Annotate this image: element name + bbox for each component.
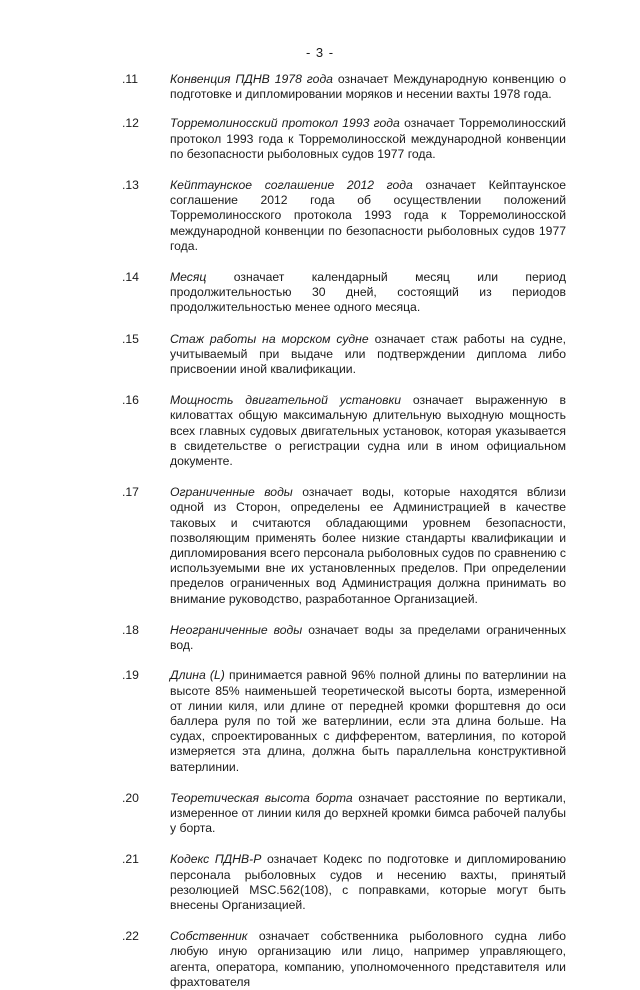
definition-body: означает собственника рыболовного судна либо любую иную организацию или лицо, например управляющего, агента, оператора, компанию, уполномоченного представителя или фрахтователя [170, 929, 566, 989]
definition-body: означает воды, которые находятся вблизи одной из Сторон, определены ее Администрацией в качестве таковых и считаются обладающими уровнем безопасности, позволяющим применять более низкие стандарты квалификации и дипломирования всего персонала рыболовных судов по сравнению с используемыми вне их установленных пределов. При определении пределов ограниченных вод Администрация должна принимать во внимание руководство, разработанное Организацией. [170, 485, 567, 606]
definition-item [0, 485, 640, 607]
definition-body: означает календарный месяц или период продолжительностью 30 дней, состоящий из периодов продолжительностью менее одного месяца. [170, 270, 566, 315]
definition-number: .17 [122, 485, 139, 500]
definition-term: Месяц [170, 270, 207, 285]
definition-number: .22 [122, 929, 139, 944]
definition-text [170, 116, 566, 162]
definition-body: означает стаж работы на судне, учитываемый при выдаче или подтверждении диплома либо присвоении иной квалификации. [170, 331, 567, 377]
definition-item [0, 852, 640, 913]
definition-number: .13 [122, 178, 139, 193]
definition-item [0, 791, 640, 837]
definition-text [170, 332, 566, 378]
definition-number: .18 [122, 622, 139, 637]
definition-term: Собственник [170, 929, 248, 944]
definition-number: .20 [122, 790, 139, 805]
definition-item [0, 393, 640, 469]
definition-term: Торремолиносский протокол 1993 года [170, 116, 400, 131]
definition-number: .21 [122, 852, 139, 867]
definition-term: Мощность двигательной установки [170, 393, 402, 408]
definition-number: .12 [122, 116, 139, 131]
definition-body: принимается равной 96% полной длины по ватерлинии на высоте 85% наименьшей теоретической высоты борта, измеренной от линии киля, или длине от передней кромки форштевня до оси баллера руля по той же ватерлинии, если эта длина больше. На судах, спроектированных с дифферентом, ватерлиния, по которой измеряется эта длина, должна быть параллельна конструктивной ватерлинии. [170, 668, 566, 774]
definition-text [170, 929, 566, 990]
definition-body: означает выраженную в киловаттах общую максимальную длительную выходную мощность всех главных судовых двигательных установок, которая указывается в свидетельстве о регистрации судна или в ином официальном документе. [170, 393, 566, 469]
definition-item [0, 178, 640, 254]
definition-term: Кодекс ПДНВ-Р [170, 852, 262, 867]
definition-text [170, 270, 566, 316]
definition-number: .15 [122, 331, 139, 346]
definition-item [0, 270, 640, 316]
definition-term: Стаж работы на морском судне [170, 331, 369, 346]
definition-number: .19 [122, 668, 139, 683]
definition-text [170, 178, 566, 254]
definition-text [170, 852, 566, 913]
definition-body: означает Торремолиносский протокол 1993 года к Торремолиносской международной конвенции по безопасности рыболовных судов 1977 года. [170, 116, 566, 161]
definition-term: Теоретическая высота борта [170, 790, 353, 805]
definition-text [170, 791, 566, 837]
definition-item [0, 72, 640, 102]
definition-text [170, 623, 566, 653]
definition-body: означает воды за пределами ограниченных вод. [170, 622, 566, 653]
definition-body: означает расстояние по вертикали, измеренное от линии киля до верхней кромки бимса рабочей палубы у борта. [170, 790, 566, 836]
definitions-list [0, 72, 640, 990]
definition-text [170, 668, 566, 774]
definition-term: Конвенция ПДНВ 1978 года [170, 72, 333, 86]
definition-number: .14 [122, 270, 139, 285]
definition-number: .16 [122, 393, 139, 408]
definition-term: Длина (L) [170, 668, 225, 683]
definition-item [0, 668, 640, 774]
definition-number: .11 [122, 72, 139, 86]
definition-item [0, 116, 640, 162]
definition-term: Кейптаунское соглашение 2012 года [170, 178, 413, 193]
definition-item [0, 332, 640, 378]
definition-item [0, 623, 640, 653]
definition-body: означает Кодекс по подготовке и дипломированию персонала рыболовных судов и несению вахты, принятый резолюцией MSC.562(108), с поправками, которые могут быть внесены Организацией. [170, 852, 566, 912]
definition-body: означает Международную конвенцию о подготовке и дипломировании моряков и несении вахты 1978 года. [170, 72, 566, 102]
definition-term: Ограниченные воды [170, 485, 293, 500]
definition-text [170, 393, 566, 469]
page-number: - 3 - [305, 45, 335, 60]
definition-term: Неограниченные воды [170, 622, 303, 637]
definition-text [170, 72, 566, 102]
definition-text [170, 485, 566, 607]
definition-item [0, 929, 640, 990]
definition-body: означает Кейптаунское соглашение 2012 года об осуществлении положений Торремолиносского протокола 1993 года к Торремолиносской международной конвенции по безопасности рыболовных судов 1977 года. [170, 178, 566, 253]
